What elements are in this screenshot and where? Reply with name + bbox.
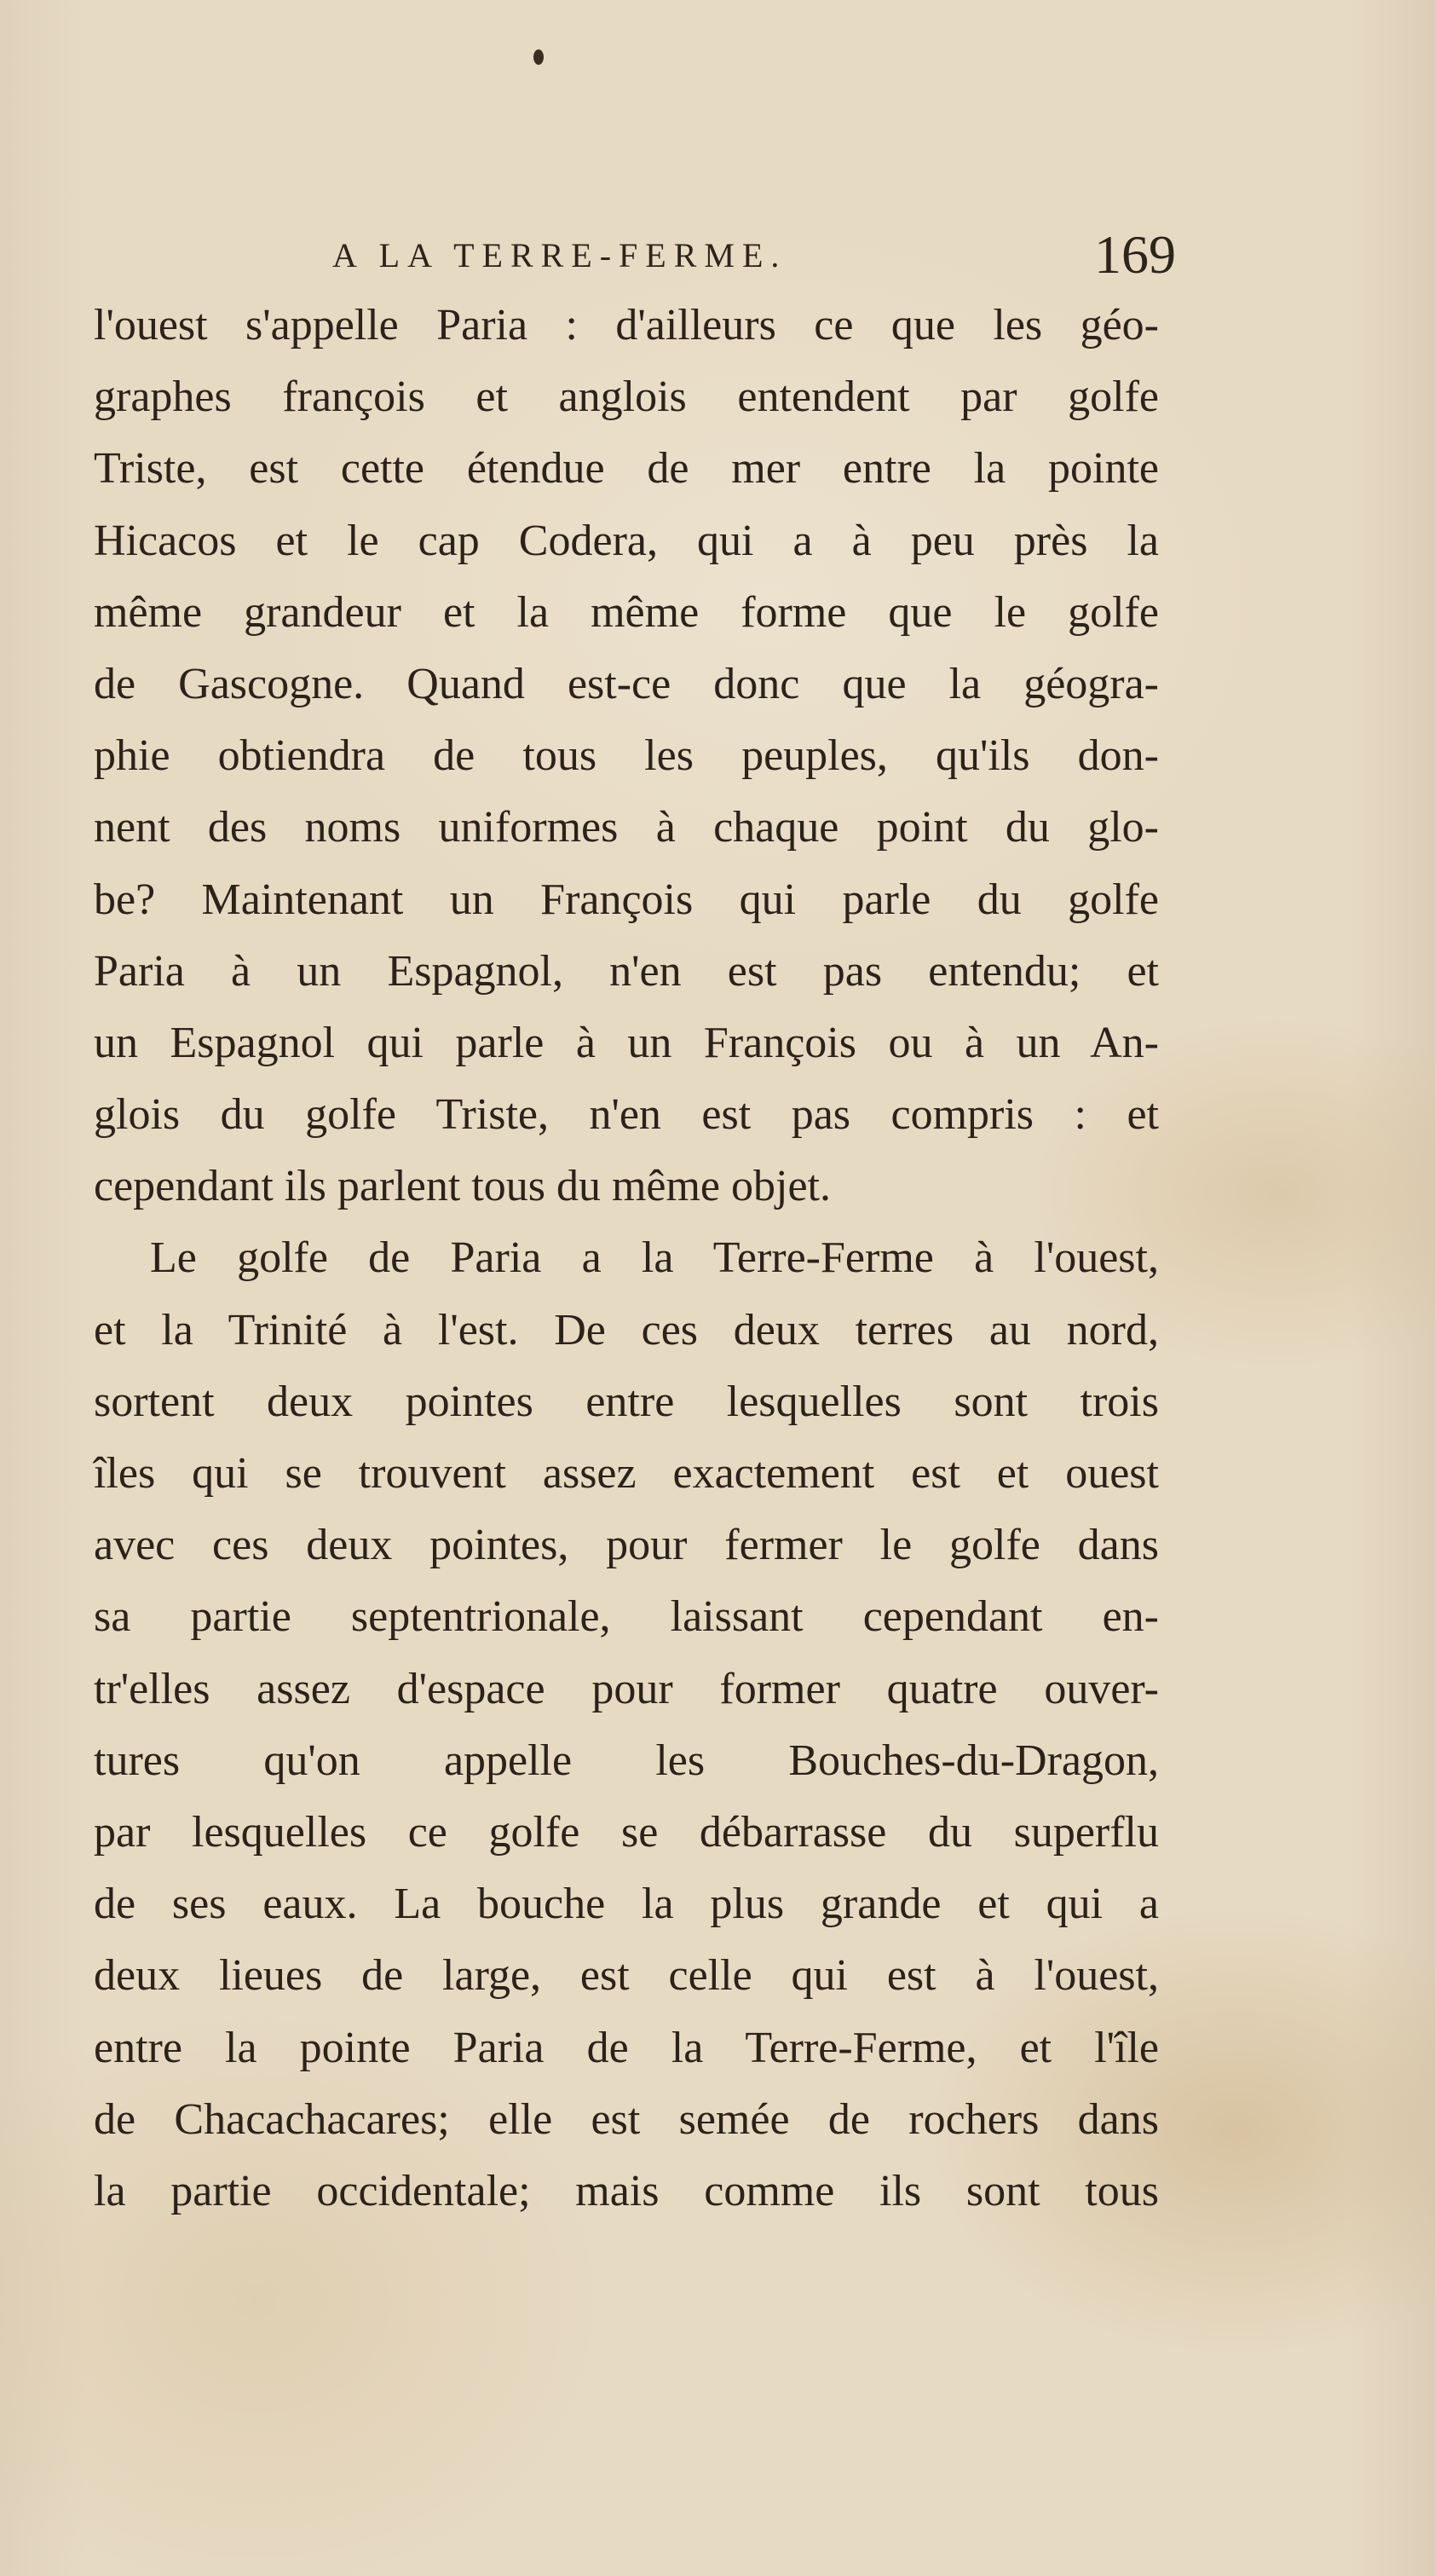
text-line: Paria à un Espagnol, n'en est pas entendu; et [94, 946, 1159, 996]
text-line: Triste, est cette étendue de mer entre la pointe [94, 444, 1159, 494]
text-line: cependant ils parlent tous du même objet. [94, 1162, 831, 1211]
paragraph-first-line: Le golfe de Paria a la Terre-Ferme à l'ouest, [150, 1233, 1159, 1283]
text-line: et la Trinité à l'est. De ces deux terres au nord, [94, 1305, 1159, 1354]
running-title: A LA TERRE-FERME. [332, 236, 787, 274]
text-line: même grandeur et la même forme que le golfe [94, 587, 1159, 637]
text-line: phie obtiendra de tous les peuples, qu'ils don- [94, 731, 1159, 781]
text-line: entre la pointe Paria de la Terre-Ferme, et l'île [94, 2023, 1159, 2072]
text-line: deux lieues de large, est celle qui est à l'ouest, [94, 1951, 1159, 2001]
text-line: tr'elles assez d'espace pour former quatre ouver- [94, 1664, 1159, 1713]
text-line: tures qu'on appelle les Bouches-du-Dragon, [94, 1736, 1159, 1785]
text-line: sa partie septentrionale, laissant cependant en- [94, 1592, 1159, 1642]
text-line: la partie occidentale; mais comme ils sont tous [94, 2166, 1159, 2215]
text-line: par lesquelles ce golfe se débarrasse du superflu [94, 1807, 1159, 1857]
text-line: îles qui se trouvent assez exactement est et ouest [94, 1449, 1159, 1498]
ink-speck-decoration [533, 49, 544, 65]
text-line: de Gascogne. Quand est-ce donc que la géogra- [94, 659, 1159, 708]
running-head [324, 223, 1176, 292]
text-line: graphes françois et anglois entendent par golfe [94, 373, 1159, 422]
text-line: nent des noms uniformes à chaque point du glo- [94, 803, 1159, 852]
body-text [94, 290, 1159, 2227]
text-line: glois du golfe Triste, n'en est pas compris : et [94, 1090, 1159, 1140]
page-number: 169 [1094, 224, 1176, 285]
text-line: Hicacos et le cap Codera, qui a à peu près la [94, 516, 1159, 565]
text-line: de ses eaux. La bouche la plus grande et qui a [94, 1880, 1159, 1929]
text-line: sortent deux pointes entre lesquelles sont trois [94, 1377, 1159, 1426]
text-line: avec ces deux pointes, pour fermer le golfe dans [94, 1521, 1159, 1570]
text-line: de Chacachacares; elle est semée de rochers dans [94, 2094, 1159, 2144]
text-line: be? Maintenant un François qui parle du golfe [94, 875, 1159, 924]
text-line: un Espagnol qui parle à un François ou à un An- [94, 1018, 1159, 1067]
text-line: l'ouest s'appelle Paria : d'ailleurs ce que les géo- [94, 301, 1159, 349]
